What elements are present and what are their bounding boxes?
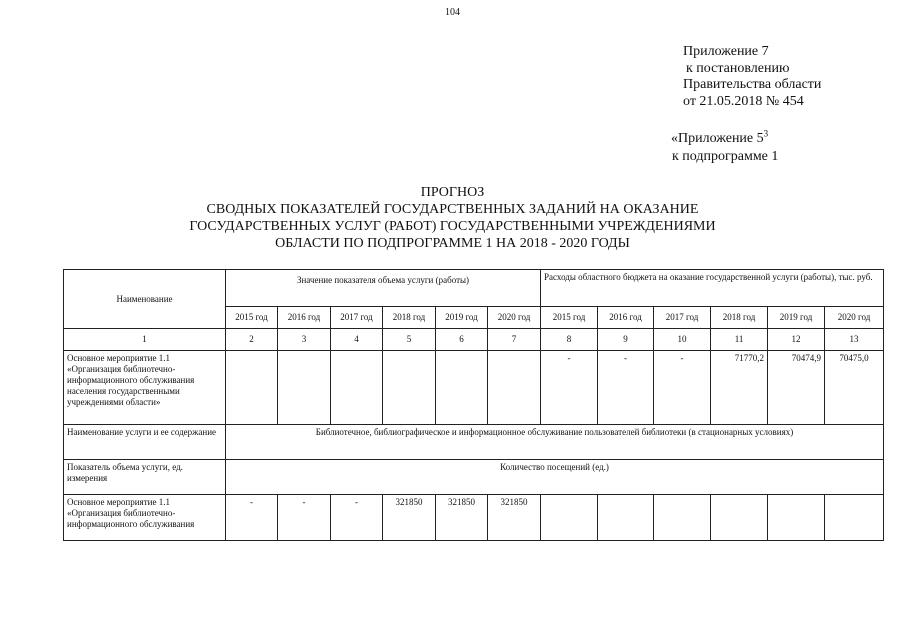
sub-appendix-superscript: 3: [763, 128, 769, 139]
column-number: 2: [226, 329, 278, 351]
table-cell: 321850: [383, 495, 436, 541]
table-cell: [825, 495, 884, 541]
row-name: Основное мероприятие 1.1 «Организация библиотечно-информационного обслуживания населения государственными учреждениями области»: [64, 351, 226, 425]
column-number: 4: [331, 329, 383, 351]
column-number: 13: [825, 329, 884, 351]
table-cell: -: [278, 495, 331, 541]
sub-appendix-prefix: «Приложение 5: [671, 131, 764, 146]
header-name: Наименование: [64, 270, 226, 329]
appendix-line: Приложение 7: [683, 44, 769, 59]
column-number: 12: [768, 329, 825, 351]
service-description: Библиотечное, библиографическое и информационное обслуживание пользователей библиотеки (в стационарных условиях): [226, 425, 884, 460]
table-cell: 70475,0: [825, 351, 884, 425]
table-cell: -: [331, 495, 383, 541]
year-header: 2018 год: [383, 307, 436, 329]
column-number: 6: [436, 329, 488, 351]
year-header: 2018 год: [711, 307, 768, 329]
year-header: 2016 год: [598, 307, 654, 329]
table-cell: [711, 495, 768, 541]
column-number: 9: [598, 329, 654, 351]
table-cell: [226, 351, 278, 425]
forecast-table: [63, 269, 884, 541]
title-line: ПРОГНОЗ: [420, 185, 485, 200]
table-cell: [654, 495, 711, 541]
column-number: 11: [711, 329, 768, 351]
appendix-block: [683, 44, 821, 110]
column-number: 10: [654, 329, 711, 351]
column-number: 5: [383, 329, 436, 351]
sub-appendix-line: [671, 130, 778, 148]
table-cell: [331, 351, 383, 425]
year-header: 2017 год: [654, 307, 711, 329]
title-line: ГОСУДАРСТВЕННЫХ УСЛУГ (РАБОТ) ГОСУДАРСТВЕННЫМИ УЧРЕЖДЕНИЯМИ: [189, 219, 716, 234]
appendix-line: Правительства области: [683, 77, 822, 92]
row-name: Основное мероприятие 1.1 «Организация библиотечно-информационного обслуживания: [64, 495, 226, 541]
table-cell: [768, 495, 825, 541]
row-name: Показатель объема услуги, ед. измерения: [64, 460, 226, 495]
table-cell: 321850: [436, 495, 488, 541]
year-header: 2020 год: [825, 307, 884, 329]
title-line: СВОДНЫХ ПОКАЗАТЕЛЕЙ ГОСУДАРСТВЕННЫХ ЗАДАНИЙ НА ОКАЗАНИЕ: [206, 202, 699, 217]
header-row: [64, 270, 884, 307]
table-cell: [488, 351, 541, 425]
title-line: ОБЛАСТИ ПО ПОДПРОГРАММЕ 1 НА 2018 - 2020 ГОДЫ: [275, 236, 630, 251]
table-cell: -: [226, 495, 278, 541]
table-cell: [383, 351, 436, 425]
sub-appendix-line: к подпрограмме 1: [672, 149, 779, 164]
table-cell: -: [654, 351, 711, 425]
row-name: Наименование услуги и ее содержание: [64, 425, 226, 460]
indicator-description: Количество посещений (ед.): [226, 460, 884, 495]
year-header: 2019 год: [436, 307, 488, 329]
table-row: [64, 425, 884, 460]
header-expense-group: Расходы областного бюджета на оказание государственной услуги (работы), тыс. руб.: [541, 270, 884, 307]
header-volume-group: Значение показателя объема услуги (работы): [226, 270, 541, 307]
table-row: [64, 351, 884, 425]
table-cell: 70474,9: [768, 351, 825, 425]
appendix-line: от 21.05.2018 № 454: [683, 93, 804, 109]
appendix-line: к постановлению: [686, 60, 790, 76]
table-cell: [278, 351, 331, 425]
year-header: 2020 год: [488, 307, 541, 329]
year-header: 2016 год: [278, 307, 331, 329]
table-row: [64, 495, 884, 541]
year-header: 2015 год: [226, 307, 278, 329]
sub-appendix-block: [671, 130, 778, 166]
column-number: 8: [541, 329, 598, 351]
table-cell: 71770,2: [711, 351, 768, 425]
column-number: 1: [64, 329, 226, 351]
page-number: 104: [445, 7, 460, 18]
table-row: [64, 460, 884, 495]
year-header: 2019 год: [768, 307, 825, 329]
table-cell: [598, 495, 654, 541]
document-title: [0, 184, 905, 252]
table-cell: -: [598, 351, 654, 425]
year-header: 2017 год: [331, 307, 383, 329]
table-cell: -: [541, 351, 598, 425]
year-header: 2015 год: [541, 307, 598, 329]
table-cell: [541, 495, 598, 541]
column-number-row: [64, 329, 884, 351]
table-cell: 321850: [488, 495, 541, 541]
table-cell: [436, 351, 488, 425]
column-number: 3: [278, 329, 331, 351]
column-number: 7: [488, 329, 541, 351]
